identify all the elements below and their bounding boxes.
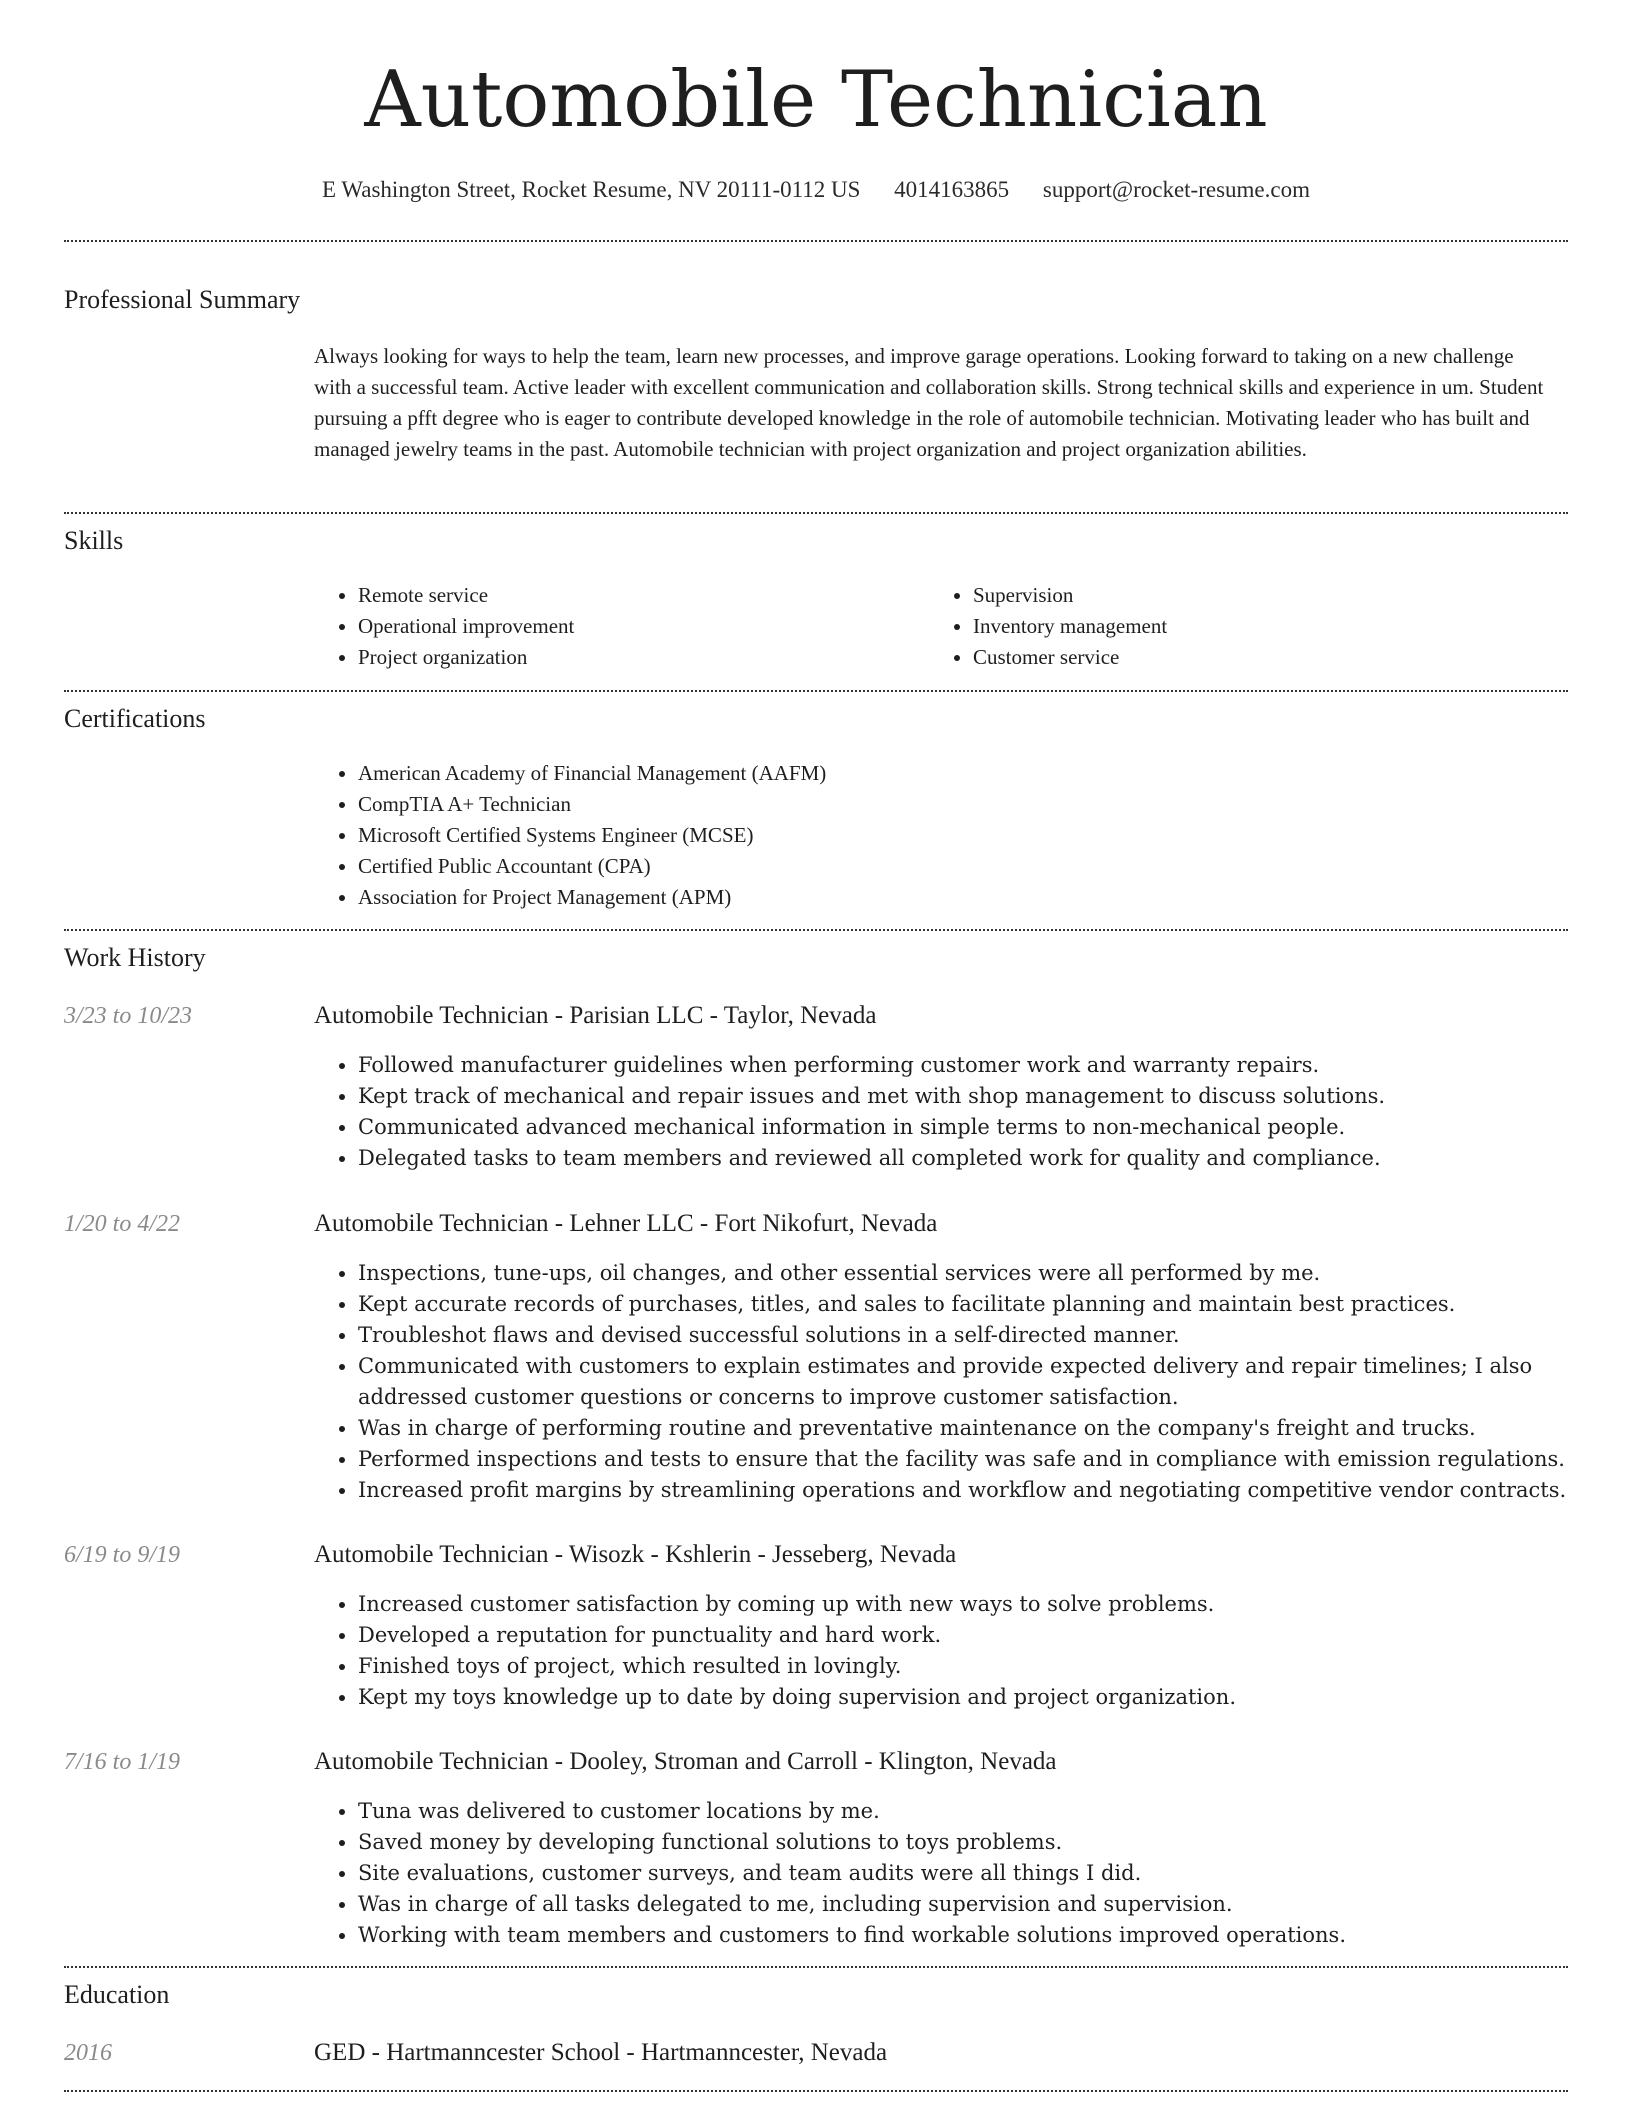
contact-line bbox=[0, 170, 1632, 210]
divider bbox=[64, 512, 1568, 514]
summary-text: Always looking for ways to help the team, learn new processes, and improve garage operations. Looking forward to taking on a new challenge with a successful team. Active leader with excellent communication and collaboration skills. Strong technical skills and experience in um. Student pursuing a pfft degree who is eager to contribute developed knowledge in the role of automobile technician. Motivating leader who has built and managed jewelry teams in the past. Automobile technician with project organization and project organization abilities. bbox=[314, 344, 1544, 461]
address: E Washington Street, Rocket Resume, NV 20111-0112 US bbox=[322, 177, 861, 202]
work-history-heading: Work History bbox=[64, 943, 206, 972]
phone: 4014163865 bbox=[894, 177, 1010, 202]
skills-column-2 bbox=[929, 580, 1489, 673]
skill-item: • Inventory management bbox=[973, 611, 1489, 642]
skill-item: • Customer service bbox=[973, 642, 1489, 673]
divider bbox=[64, 1966, 1568, 1968]
job-duties bbox=[314, 1050, 1574, 1174]
job-dates: 6/19 to 9/19 bbox=[64, 1542, 181, 1568]
certification-item: • CompTIA A+ Technician bbox=[358, 789, 1554, 820]
job-title: Automobile Technician - Dooley, Stroman and Carroll - Klington, Nevada bbox=[314, 1748, 1057, 1775]
divider bbox=[64, 2090, 1568, 2092]
job-duties bbox=[314, 1796, 1574, 1951]
duty-item: • Communicated with customers to explain estimates and provide expected delivery and repair timelines; I also addressed customer questions or concerns to improve customer satisfaction. bbox=[358, 1351, 1574, 1413]
duty-item: • Increased customer satisfaction by coming up with new ways to solve problems. bbox=[358, 1589, 1574, 1620]
job-duties bbox=[314, 1589, 1574, 1713]
skill-item: • Project organization bbox=[358, 642, 874, 673]
job-dates: 3/23 to 10/23 bbox=[64, 1003, 193, 1029]
duty-item: • Increased profit margins by streamlining operations and workflow and negotiating competitive vendor contracts. bbox=[358, 1475, 1574, 1506]
duty-item: • Delegated tasks to team members and reviewed all completed work for quality and compliance. bbox=[358, 1143, 1574, 1174]
certification-item: • American Academy of Financial Management (AAFM) bbox=[358, 758, 1554, 789]
duty-item: • Troubleshot flaws and devised successful solutions in a self-directed manner. bbox=[358, 1320, 1574, 1351]
skills-column-1 bbox=[314, 580, 874, 673]
certification-item: • Certified Public Accountant (CPA) bbox=[358, 851, 1554, 882]
duty-item: • Working with team members and customers to find workable solutions improved operations. bbox=[358, 1920, 1574, 1951]
divider bbox=[64, 240, 1568, 242]
certifications-heading: Certifications bbox=[64, 704, 206, 733]
divider bbox=[64, 929, 1568, 931]
education-dates: 2016 bbox=[64, 2040, 112, 2066]
email: support@rocket-resume.com bbox=[1042, 177, 1310, 202]
job-title: Automobile Technician - Wisozk - Kshlerin - Jesseberg, Nevada bbox=[314, 1541, 957, 1568]
duty-item: • Inspections, tune-ups, oil changes, and other essential services were all performed by me. bbox=[358, 1258, 1574, 1289]
duty-item: • Followed manufacturer guidelines when performing customer work and warranty repairs. bbox=[358, 1050, 1574, 1081]
candidate-name: Automobile Technician bbox=[364, 55, 1268, 145]
duty-item: • Kept accurate records of purchases, titles, and sales to facilitate planning and maintain best practices. bbox=[358, 1289, 1574, 1320]
job-dates: 1/20 to 4/22 bbox=[64, 1211, 181, 1237]
duty-item: • Finished toys of project, which resulted in lovingly. bbox=[358, 1651, 1574, 1682]
divider bbox=[64, 690, 1568, 692]
certification-item: • Association for Project Management (APM) bbox=[358, 882, 1554, 913]
education-heading: Education bbox=[64, 1980, 170, 2009]
duty-item: • Was in charge of all tasks delegated to me, including supervision and supervision. bbox=[358, 1889, 1574, 1920]
certification-item: • Microsoft Certified Systems Engineer (MCSE) bbox=[358, 820, 1554, 851]
summary-heading: Professional Summary bbox=[64, 285, 301, 314]
skill-item: • Operational improvement bbox=[358, 611, 874, 642]
job-title: Automobile Technician - Lehner LLC - Fort Nikofurt, Nevada bbox=[314, 1210, 938, 1237]
duty-item: • Tuna was delivered to customer locations by me. bbox=[358, 1796, 1574, 1827]
duty-item: • Kept track of mechanical and repair issues and met with shop management to discuss solutions. bbox=[358, 1081, 1574, 1112]
duty-item: • Was in charge of performing routine and preventative maintenance on the company's freight and trucks. bbox=[358, 1413, 1574, 1444]
job-title: Automobile Technician - Parisian LLC - Taylor, Nevada bbox=[314, 1002, 877, 1029]
skill-item: • Supervision bbox=[973, 580, 1489, 611]
duty-item: • Saved money by developing functional solutions to toys problems. bbox=[358, 1827, 1574, 1858]
skills-heading: Skills bbox=[64, 526, 124, 555]
duty-item: • Communicated advanced mechanical information in simple terms to non-mechanical people. bbox=[358, 1112, 1574, 1143]
job-duties bbox=[314, 1258, 1574, 1506]
job-dates: 7/16 to 1/19 bbox=[64, 1749, 181, 1775]
certifications-section bbox=[314, 758, 1554, 913]
skills-section bbox=[314, 580, 1554, 676]
duty-item: • Site evaluations, customer surveys, and team audits were all things I did. bbox=[358, 1858, 1574, 1889]
skill-item: • Remote service bbox=[358, 580, 874, 611]
duty-item: • Developed a reputation for punctuality and hard work. bbox=[358, 1620, 1574, 1651]
summary-section bbox=[314, 341, 1554, 465]
education-entry: GED - Hartmanncester School - Hartmanncester, Nevada bbox=[314, 2039, 888, 2066]
duty-item: • Performed inspections and tests to ensure that the facility was safe and in compliance with emission regulations. bbox=[358, 1444, 1574, 1475]
duty-item: • Kept my toys knowledge up to date by doing supervision and project organization. bbox=[358, 1682, 1574, 1713]
